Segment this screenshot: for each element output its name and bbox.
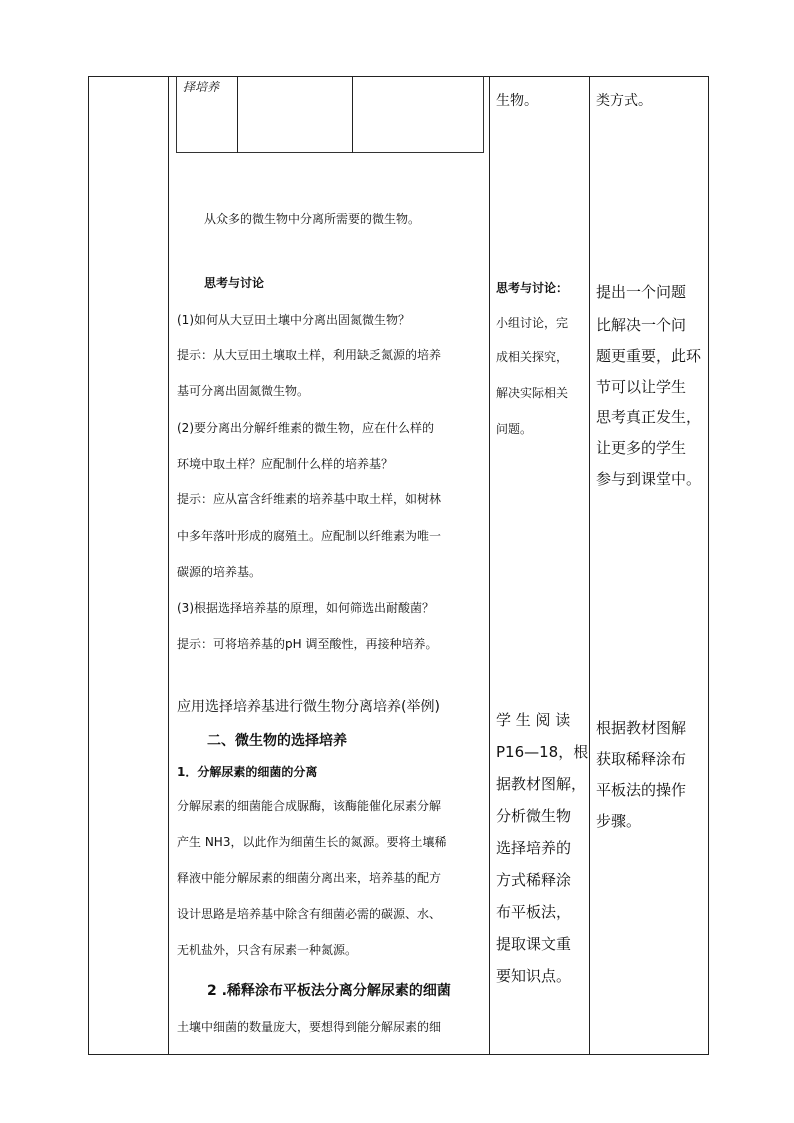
heading-think-discuss: 思考与讨论 [204,276,265,290]
paragraph-1-line-5: 无机盐外，只含有尿素一种氮源。 [177,943,358,957]
section-2-heading: 二、微生物的选择培养 [207,733,347,749]
paragraph-1-line-2: 产生 NH3，以此作为细菌生长的氮源。要将土壤稀 [177,835,447,849]
table-col-border-2 [168,76,169,1055]
question-2-line-2: 环境中取土样？应配制什么样的培养基？ [177,457,394,471]
student-read-line-3: 据教材图解， [496,775,587,793]
intent-think-line-1: 提出一个问题 [596,283,687,301]
student-read-line-5: 选择培养的 [496,839,572,857]
apply-heading: 应用选择培养基进行微生物分离培养(举例) [177,699,440,715]
student-think-label: 思考与讨论： [496,281,569,295]
inner-table-col-1 [237,76,238,153]
student-read-line-8: 提取课文重 [496,935,572,953]
inner-table [176,76,484,153]
intent-think-line-6: 让更多的学生 [596,439,687,457]
table-col-border-3 [489,76,490,1055]
intent-read-line-1: 根据教材图解 [596,719,687,737]
table-col-border-4 [589,76,590,1055]
answer-2-line-3: 碳源的培养基。 [177,565,262,579]
student-read-line-9: 要知识点。 [496,967,572,985]
subheading-1: 1．分解尿素的细菌的分离 [177,765,318,779]
question-3: (3)根据选择培养基的原理，如何筛选出耐酸菌？ [177,601,434,615]
paragraph-1-line-4: 设计思路是培养基中除含有细菌必需的碳源、水、 [177,907,442,921]
answer-2-line-1: 提示：应从富含纤维素的培养基中取土样，如树林 [177,492,442,506]
student-read-line-2: P16—18，根 [496,743,589,761]
answer-2-line-2: 中多年落叶形成的腐殖土。应配制以纤维素为唯一 [177,529,442,543]
subheading-2: 2 .稀释涂布平板法分离分解尿素的细菌 [207,983,451,999]
answer-3: 提示：可将培养基的pH 调至酸性，再接种培养。 [177,637,438,651]
student-think-line-4: 问题。 [496,422,533,436]
student-col-top-text: 生物。 [496,93,538,109]
intent-read-line-3: 平板法的操作 [596,781,687,799]
intent-think-line-2: 比解决一个问 [596,316,687,334]
intro-line: 从众多的微生物中分离所需要的微生物。 [204,212,421,226]
intent-think-line-3: 题更重要，此环 [596,347,702,365]
inner-table-col-2 [352,76,353,153]
inner-table-cell-label: 择培养 [183,80,220,94]
student-think-line-3: 解决实际相关 [496,386,569,400]
question-2-line-1: (2)要分离出分解纤维素的微生物，应在什么样的 [177,421,434,435]
student-think-line-1: 小组讨论，完 [496,316,569,330]
question-1: (1)如何从大豆田土壤中分离出固氮微生物？ [177,313,410,327]
student-read-line-7: 布平板法， [496,903,572,921]
intent-read-line-4: 步骤。 [596,812,642,830]
paragraph-2-line-1: 土壤中细菌的数量庞大，要想得到能分解尿素的细 [177,1020,442,1034]
student-read-line-6: 方式稀释涂 [496,871,572,889]
answer-1-line-2: 基可分离出固氮微生物。 [177,384,310,398]
paragraph-1-line-3: 释液中能分解尿素的细菌分离出来，培养基的配方 [177,871,442,885]
paragraph-1-line-1: 分解尿素的细菌能合成脲酶，该酶能催化尿素分解 [177,799,442,813]
table-col-border-1 [88,76,89,1055]
intent-col-top-text: 类方式。 [596,93,652,109]
table-col-border-5 [708,76,709,1055]
answer-1-line-1: 提示：从大豆田土壤取土样，利用缺乏氮源的培养 [177,348,442,362]
intent-think-line-4: 节可以让学生 [596,378,687,396]
intent-think-line-7: 参与到课堂中。 [596,470,702,488]
student-think-line-2: 成相关探究， [496,350,569,364]
intent-read-line-2: 获取稀释涂布 [596,750,687,768]
student-read-line-4: 分析微生物 [496,807,572,825]
intent-think-line-5: 思考真正发生， [596,408,702,426]
table-bottom-border [88,1054,709,1055]
student-read-line-1: 学 生 阅 读 [496,711,571,729]
